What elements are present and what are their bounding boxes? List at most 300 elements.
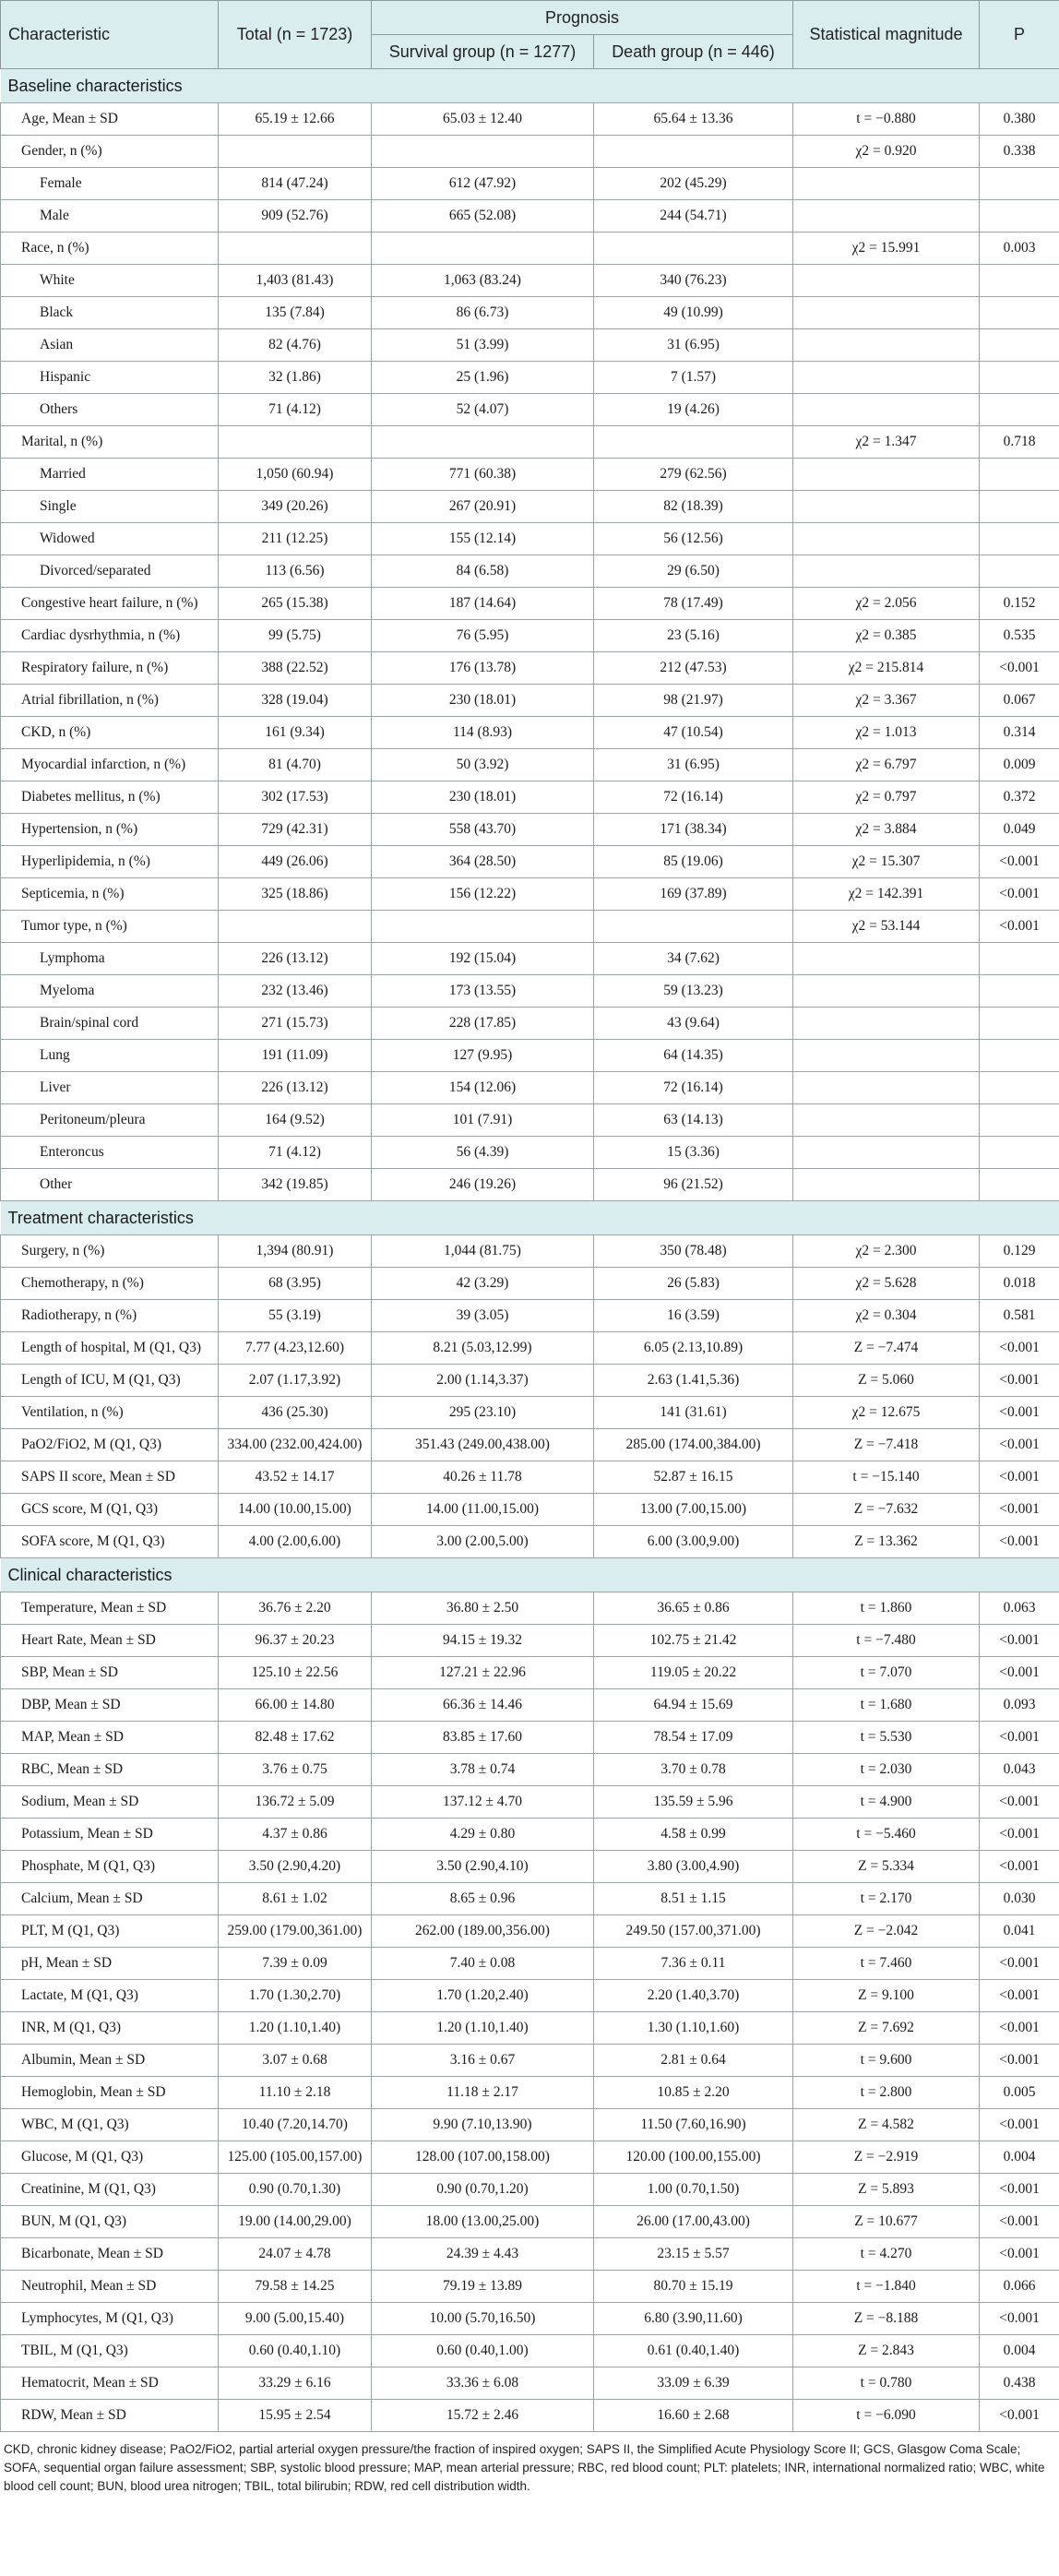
table-row [1,1397,1059,1429]
cell-characteristic: White [1,265,219,297]
cell-p: <0.001 [980,878,1059,911]
cell-total: 66.00 ± 14.80 [219,1689,372,1722]
cell-survival: 101 (7.91) [372,1104,594,1137]
cell-total: 0.90 (0.70,1.30) [219,2174,372,2206]
table-row [1,2400,1059,2432]
table-row [1,1526,1059,1558]
table-row [1,1137,1059,1169]
cell-total: 449 (26.06) [219,846,372,878]
cell-death: 202 (45.29) [594,168,793,200]
cell-death: 65.64 ± 13.36 [594,103,793,136]
table-body [1,69,1059,2432]
cell-survival: 114 (8.93) [372,717,594,749]
cell-total: 7.77 (4.23,12.60) [219,1332,372,1365]
cell-statistic: Z = −7.632 [793,1494,980,1526]
cell-survival: 94.15 ± 19.32 [372,1625,594,1657]
table-row [1,1980,1059,2012]
cell-survival [372,426,594,459]
cell-total: 3.07 ± 0.68 [219,2045,372,2077]
cell-death: 59 (13.23) [594,975,793,1008]
cell-p: <0.001 [980,2109,1059,2141]
cell-statistic [793,491,980,523]
cell-total: 1,394 (80.91) [219,1235,372,1268]
cell-characteristic: Creatinine, M (Q1, Q3) [1,2174,219,2206]
cell-death: 56 (12.56) [594,523,793,555]
table-row [1,588,1059,620]
cell-characteristic: Albumin, Mean ± SD [1,2045,219,2077]
cell-statistic: t = −0.880 [793,103,980,136]
cell-characteristic: Ventilation, n (%) [1,1397,219,1429]
cell-survival: 137.12 ± 4.70 [372,1786,594,1819]
cell-statistic [793,1072,980,1104]
cell-death: 350 (78.48) [594,1235,793,1268]
cell-p: 0.003 [980,233,1059,265]
cell-survival: 176 (13.78) [372,652,594,685]
cell-death: 279 (62.56) [594,459,793,491]
cell-total: 1,403 (81.43) [219,265,372,297]
cell-survival: 3.50 (2.90,4.10) [372,1851,594,1883]
header-prognosis: Prognosis [372,1,793,35]
cell-survival [372,136,594,168]
cell-survival: 0.60 (0.40,1.00) [372,2335,594,2367]
cell-survival: 83.85 ± 17.60 [372,1722,594,1754]
table-row [1,2141,1059,2174]
cell-statistic: Z = −2.919 [793,2141,980,2174]
cell-characteristic: Cardiac dysrhythmia, n (%) [1,620,219,652]
table-row [1,1948,1059,1980]
cell-survival: 51 (3.99) [372,329,594,362]
cell-p: <0.001 [980,2045,1059,2077]
cell-characteristic: Others [1,394,219,426]
cell-total: 226 (13.12) [219,1072,372,1104]
section-title: Baseline characteristics [1,69,1059,103]
cell-p: <0.001 [980,1819,1059,1851]
cell-statistic: Z = 13.362 [793,1526,980,1558]
cell-survival [372,911,594,943]
cell-characteristic: Congestive heart failure, n (%) [1,588,219,620]
cell-death: 2.63 (1.41,5.36) [594,1365,793,1397]
cell-characteristic: WBC, M (Q1, Q3) [1,2109,219,2141]
cell-characteristic: Atrial fibrillation, n (%) [1,685,219,717]
cell-characteristic: Female [1,168,219,200]
cell-p [980,1169,1059,1201]
cell-total: 36.76 ± 2.20 [219,1592,372,1625]
cell-statistic: Z = 4.582 [793,2109,980,2141]
cell-p: 0.009 [980,749,1059,781]
table-row [1,1754,1059,1786]
cell-total: 2.07 (1.17,3.92) [219,1365,372,1397]
cell-survival: 364 (28.50) [372,846,594,878]
table-row [1,2335,1059,2367]
cell-p [980,1040,1059,1072]
cell-statistic [793,1104,980,1137]
cell-characteristic: Respiratory failure, n (%) [1,652,219,685]
table-row [1,168,1059,200]
cell-p: 0.004 [980,2335,1059,2367]
cell-p: <0.001 [980,2174,1059,2206]
cell-total: 211 (12.25) [219,523,372,555]
cell-total: 79.58 ± 14.25 [219,2271,372,2303]
cell-survival: 11.18 ± 2.17 [372,2077,594,2109]
cell-statistic [793,394,980,426]
cell-characteristic: Other [1,1169,219,1201]
cell-survival: 36.80 ± 2.50 [372,1592,594,1625]
cell-survival: 14.00 (11.00,15.00) [372,1494,594,1526]
cell-statistic: t = 9.600 [793,2045,980,2077]
cell-p [980,362,1059,394]
cell-p [980,523,1059,555]
cell-survival: 154 (12.06) [372,1072,594,1104]
cell-statistic [793,555,980,588]
cell-total: 55 (3.19) [219,1300,372,1332]
cell-p [980,329,1059,362]
footnote: CKD, chronic kidney disease; PaO2/FiO2, partial arterial oxygen pressure/the fraction of inspired oxygen; SAPS II, the Simplified Acute Physiology Score II; GCS, Glasgow Coma Scale; SOFA, sequential organ failure assessment; SBP, systolic blood pressure; MAP, mean arterial pressure; RBC, red blood count; PLT: platelets; INR, international normalized ratio; WBC, white blood cell count; BUN, blood urea nitrogen; TBIL, total bilirubin; RDW, red cell distribution width. [4,2442,1045,2493]
cell-total: 43.52 ± 14.17 [219,1461,372,1494]
cell-statistic: Z = 5.060 [793,1365,980,1397]
cell-death: 31 (6.95) [594,329,793,362]
cell-statistic: Z = 5.334 [793,1851,980,1883]
cell-p: 0.066 [980,2271,1059,2303]
table-row [1,103,1059,136]
table-row [1,2206,1059,2238]
cell-characteristic: Diabetes mellitus, n (%) [1,781,219,814]
cell-characteristic: Phosphate, M (Q1, Q3) [1,1851,219,1883]
table-row [1,1625,1059,1657]
table-row [1,911,1059,943]
cell-characteristic: PaO2/FiO2, M (Q1, Q3) [1,1429,219,1461]
cell-total: 191 (11.09) [219,1040,372,1072]
cell-death: 340 (76.23) [594,265,793,297]
cell-total: 14.00 (10.00,15.00) [219,1494,372,1526]
cell-death: 16 (3.59) [594,1300,793,1332]
cell-survival: 9.90 (7.10,13.90) [372,2109,594,2141]
cell-death: 29 (6.50) [594,555,793,588]
cell-survival: 3.00 (2.00,5.00) [372,1526,594,1558]
table-row [1,426,1059,459]
cell-p: 0.041 [980,1915,1059,1948]
cell-statistic: χ2 = 15.307 [793,846,980,878]
cell-p: <0.001 [980,1429,1059,1461]
table-row [1,523,1059,555]
cell-statistic: Z = −8.188 [793,2303,980,2335]
cell-total: 71 (4.12) [219,394,372,426]
cell-p [980,1137,1059,1169]
cell-p: <0.001 [980,1397,1059,1429]
table-row [1,2045,1059,2077]
table-row [1,1657,1059,1689]
table-row [1,265,1059,297]
cell-statistic: t = 4.270 [793,2238,980,2271]
cell-p [980,1072,1059,1104]
cell-characteristic: Bicarbonate, Mean ± SD [1,2238,219,2271]
cell-statistic: Z = 7.692 [793,2012,980,2045]
table-row [1,717,1059,749]
cell-p [980,975,1059,1008]
cell-p: <0.001 [980,2238,1059,2271]
cell-total [219,233,372,265]
cell-survival: 127 (9.95) [372,1040,594,1072]
cell-characteristic: Hyperlipidemia, n (%) [1,846,219,878]
cell-death: 34 (7.62) [594,943,793,975]
cell-total: 232 (13.46) [219,975,372,1008]
cell-statistic: χ2 = 0.304 [793,1300,980,1332]
cell-characteristic: Length of hospital, M (Q1, Q3) [1,1332,219,1365]
table-row [1,2303,1059,2335]
cell-p [980,168,1059,200]
cell-survival: 1,044 (81.75) [372,1235,594,1268]
cell-death: 135.59 ± 5.96 [594,1786,793,1819]
cell-characteristic: PLT, M (Q1, Q3) [1,1915,219,1948]
cell-survival: 7.40 ± 0.08 [372,1948,594,1980]
cell-survival: 25 (1.96) [372,362,594,394]
cell-p: 0.438 [980,2367,1059,2400]
cell-p: 0.380 [980,103,1059,136]
cell-total: 1.20 (1.10,1.40) [219,2012,372,2045]
cell-characteristic: Myocardial infarction, n (%) [1,749,219,781]
cell-statistic [793,459,980,491]
cell-statistic [793,297,980,329]
table-row [1,814,1059,846]
table-row [1,1429,1059,1461]
cell-p: 0.093 [980,1689,1059,1722]
cell-statistic [793,1137,980,1169]
cell-total: 10.40 (7.20,14.70) [219,2109,372,2141]
cell-total: 164 (9.52) [219,1104,372,1137]
cell-characteristic: SBP, Mean ± SD [1,1657,219,1689]
cell-p: 0.004 [980,2141,1059,2174]
cell-total: 388 (22.52) [219,652,372,685]
cell-characteristic: Potassium, Mean ± SD [1,1819,219,1851]
table-row [1,1786,1059,1819]
cell-statistic: t = 5.530 [793,1722,980,1754]
cell-total: 135 (7.84) [219,297,372,329]
cell-survival: 40.26 ± 11.78 [372,1461,594,1494]
table-row [1,233,1059,265]
cell-total [219,426,372,459]
cell-death: 23.15 ± 5.57 [594,2238,793,2271]
cell-total: 19.00 (14.00,29.00) [219,2206,372,2238]
table-row [1,1365,1059,1397]
cell-total: 68 (3.95) [219,1268,372,1300]
cell-death: 63 (14.13) [594,1104,793,1137]
cell-survival: 50 (3.92) [372,749,594,781]
header-total: Total (n = 1723) [219,1,372,69]
cell-characteristic: Chemotherapy, n (%) [1,1268,219,1300]
cell-total: 7.39 ± 0.09 [219,1948,372,1980]
cell-statistic [793,1040,980,1072]
cell-survival: 246 (19.26) [372,1169,594,1201]
cell-death: 23 (5.16) [594,620,793,652]
cell-death: 15 (3.36) [594,1137,793,1169]
cell-characteristic: Lymphoma [1,943,219,975]
cell-death: 0.61 (0.40,1.40) [594,2335,793,2367]
cell-death: 11.50 (7.60,16.90) [594,2109,793,2141]
cell-death: 2.20 (1.40,3.70) [594,1980,793,2012]
cell-survival: 4.29 ± 0.80 [372,1819,594,1851]
cell-statistic: χ2 = 12.675 [793,1397,980,1429]
cell-survival: 42 (3.29) [372,1268,594,1300]
cell-characteristic: Lymphocytes, M (Q1, Q3) [1,2303,219,2335]
cell-characteristic: Myeloma [1,975,219,1008]
cell-total: 8.61 ± 1.02 [219,1883,372,1915]
cell-total: 3.50 (2.90,4.20) [219,1851,372,1883]
cell-survival: 156 (12.22) [372,878,594,911]
cell-p: <0.001 [980,652,1059,685]
table-row [1,1461,1059,1494]
table-row [1,2012,1059,2045]
cell-survival: 52 (4.07) [372,394,594,426]
cell-survival: 1.70 (1.20,2.40) [372,1980,594,2012]
cell-survival: 155 (12.14) [372,523,594,555]
cell-characteristic: INR, M (Q1, Q3) [1,2012,219,2045]
cell-statistic [793,523,980,555]
cell-statistic: t = −6.090 [793,2400,980,2432]
cell-survival: 1.20 (1.10,1.40) [372,2012,594,2045]
cell-p: <0.001 [980,1657,1059,1689]
cell-statistic [793,329,980,362]
cell-survival: 8.65 ± 0.96 [372,1883,594,1915]
cell-characteristic: Asian [1,329,219,362]
cell-characteristic: Black [1,297,219,329]
cell-p: 0.043 [980,1754,1059,1786]
cell-total: 259.00 (179.00,361.00) [219,1915,372,1948]
cell-total: 328 (19.04) [219,685,372,717]
cell-p: <0.001 [980,846,1059,878]
cell-p: 0.067 [980,685,1059,717]
table-row [1,491,1059,523]
cell-death: 171 (38.34) [594,814,793,846]
table-row [1,1494,1059,1526]
cell-death: 33.09 ± 6.39 [594,2367,793,2400]
cell-total: 909 (52.76) [219,200,372,233]
cell-death: 102.75 ± 21.42 [594,1625,793,1657]
cell-death: 2.81 ± 0.64 [594,2045,793,2077]
cell-statistic: χ2 = 142.391 [793,878,980,911]
cell-death: 96 (21.52) [594,1169,793,1201]
cell-statistic: Z = 2.843 [793,2335,980,2367]
table-row [1,749,1059,781]
cell-characteristic: CKD, n (%) [1,717,219,749]
header-death: Death group (n = 446) [594,35,793,69]
cell-p [980,459,1059,491]
section-row [1,1558,1059,1592]
cell-total: 1,050 (60.94) [219,459,372,491]
cell-statistic [793,1008,980,1040]
header-characteristic: Characteristic [1,1,219,69]
table-row [1,878,1059,911]
cell-characteristic: SAPS II score, Mean ± SD [1,1461,219,1494]
cell-total: 9.00 (5.00,15.40) [219,2303,372,2335]
cell-statistic: χ2 = 0.920 [793,136,980,168]
cell-death: 64 (14.35) [594,1040,793,1072]
cell-survival: 351.43 (249.00,438.00) [372,1429,594,1461]
table-row [1,2109,1059,2141]
cell-total: 82.48 ± 17.62 [219,1722,372,1754]
cell-survival: 187 (14.64) [372,588,594,620]
cell-total: 436 (25.30) [219,1397,372,1429]
cell-statistic [793,975,980,1008]
cell-total: 3.76 ± 0.75 [219,1754,372,1786]
cell-death: 52.87 ± 16.15 [594,1461,793,1494]
cell-characteristic: Hemoglobin, Mean ± SD [1,2077,219,2109]
cell-characteristic: Hematocrit, Mean ± SD [1,2367,219,2400]
cell-death: 249.50 (157.00,371.00) [594,1915,793,1948]
cell-total: 334.00 (232.00,424.00) [219,1429,372,1461]
cell-p: 0.030 [980,1883,1059,1915]
table-row [1,1104,1059,1137]
table-row [1,1169,1059,1201]
cell-characteristic: GCS score, M (Q1, Q3) [1,1494,219,1526]
cell-characteristic: Brain/spinal cord [1,1008,219,1040]
cell-survival: 24.39 ± 4.43 [372,2238,594,2271]
cell-characteristic: Hispanic [1,362,219,394]
cell-p [980,265,1059,297]
cell-p [980,491,1059,523]
cell-statistic [793,168,980,200]
cell-survival: 192 (15.04) [372,943,594,975]
cell-total: 349 (20.26) [219,491,372,523]
cell-p [980,943,1059,975]
cell-characteristic: RBC, Mean ± SD [1,1754,219,1786]
cell-survival: 66.36 ± 14.46 [372,1689,594,1722]
table-row [1,2271,1059,2303]
cell-total: 1.70 (1.30,2.70) [219,1980,372,2012]
cell-death: 13.00 (7.00,15.00) [594,1494,793,1526]
cell-death: 78 (17.49) [594,588,793,620]
table-row [1,1851,1059,1883]
cell-total: 82 (4.76) [219,329,372,362]
cell-death: 3.80 (3.00,4.90) [594,1851,793,1883]
cell-death [594,136,793,168]
cell-p: 0.581 [980,1300,1059,1332]
cell-characteristic: Age, Mean ± SD [1,103,219,136]
cell-characteristic: Enteroncus [1,1137,219,1169]
cell-survival: 18.00 (13.00,25.00) [372,2206,594,2238]
cell-survival: 267 (20.91) [372,491,594,523]
cell-characteristic: Gender, n (%) [1,136,219,168]
cell-total: 99 (5.75) [219,620,372,652]
cell-survival: 665 (52.08) [372,200,594,233]
cell-death: 72 (16.14) [594,1072,793,1104]
section-row [1,69,1059,103]
cell-characteristic: BUN, M (Q1, Q3) [1,2206,219,2238]
cell-death: 8.51 ± 1.15 [594,1883,793,1915]
cell-p: <0.001 [980,1332,1059,1365]
table-row [1,1592,1059,1625]
table-row [1,394,1059,426]
cell-statistic: χ2 = 6.797 [793,749,980,781]
cell-statistic: t = 0.780 [793,2367,980,2400]
cell-statistic: χ2 = 2.056 [793,588,980,620]
cell-statistic: χ2 = 15.991 [793,233,980,265]
cell-statistic: Z = −7.418 [793,1429,980,1461]
cell-survival: 84 (6.58) [372,555,594,588]
cell-death: 285.00 (174.00,384.00) [594,1429,793,1461]
cell-death: 141 (31.61) [594,1397,793,1429]
cell-death: 6.80 (3.90,11.60) [594,2303,793,2335]
cell-total: 729 (42.31) [219,814,372,846]
cell-p: <0.001 [980,1625,1059,1657]
cell-characteristic: Male [1,200,219,233]
cell-death: 120.00 (100.00,155.00) [594,2141,793,2174]
cell-total: 24.07 ± 4.78 [219,2238,372,2271]
cell-death: 4.58 ± 0.99 [594,1819,793,1851]
cell-death: 36.65 ± 0.86 [594,1592,793,1625]
cell-total: 265 (15.38) [219,588,372,620]
cell-characteristic: SOFA score, M (Q1, Q3) [1,1526,219,1558]
cell-statistic: Z = −7.474 [793,1332,980,1365]
cell-total: 11.10 ± 2.18 [219,2077,372,2109]
